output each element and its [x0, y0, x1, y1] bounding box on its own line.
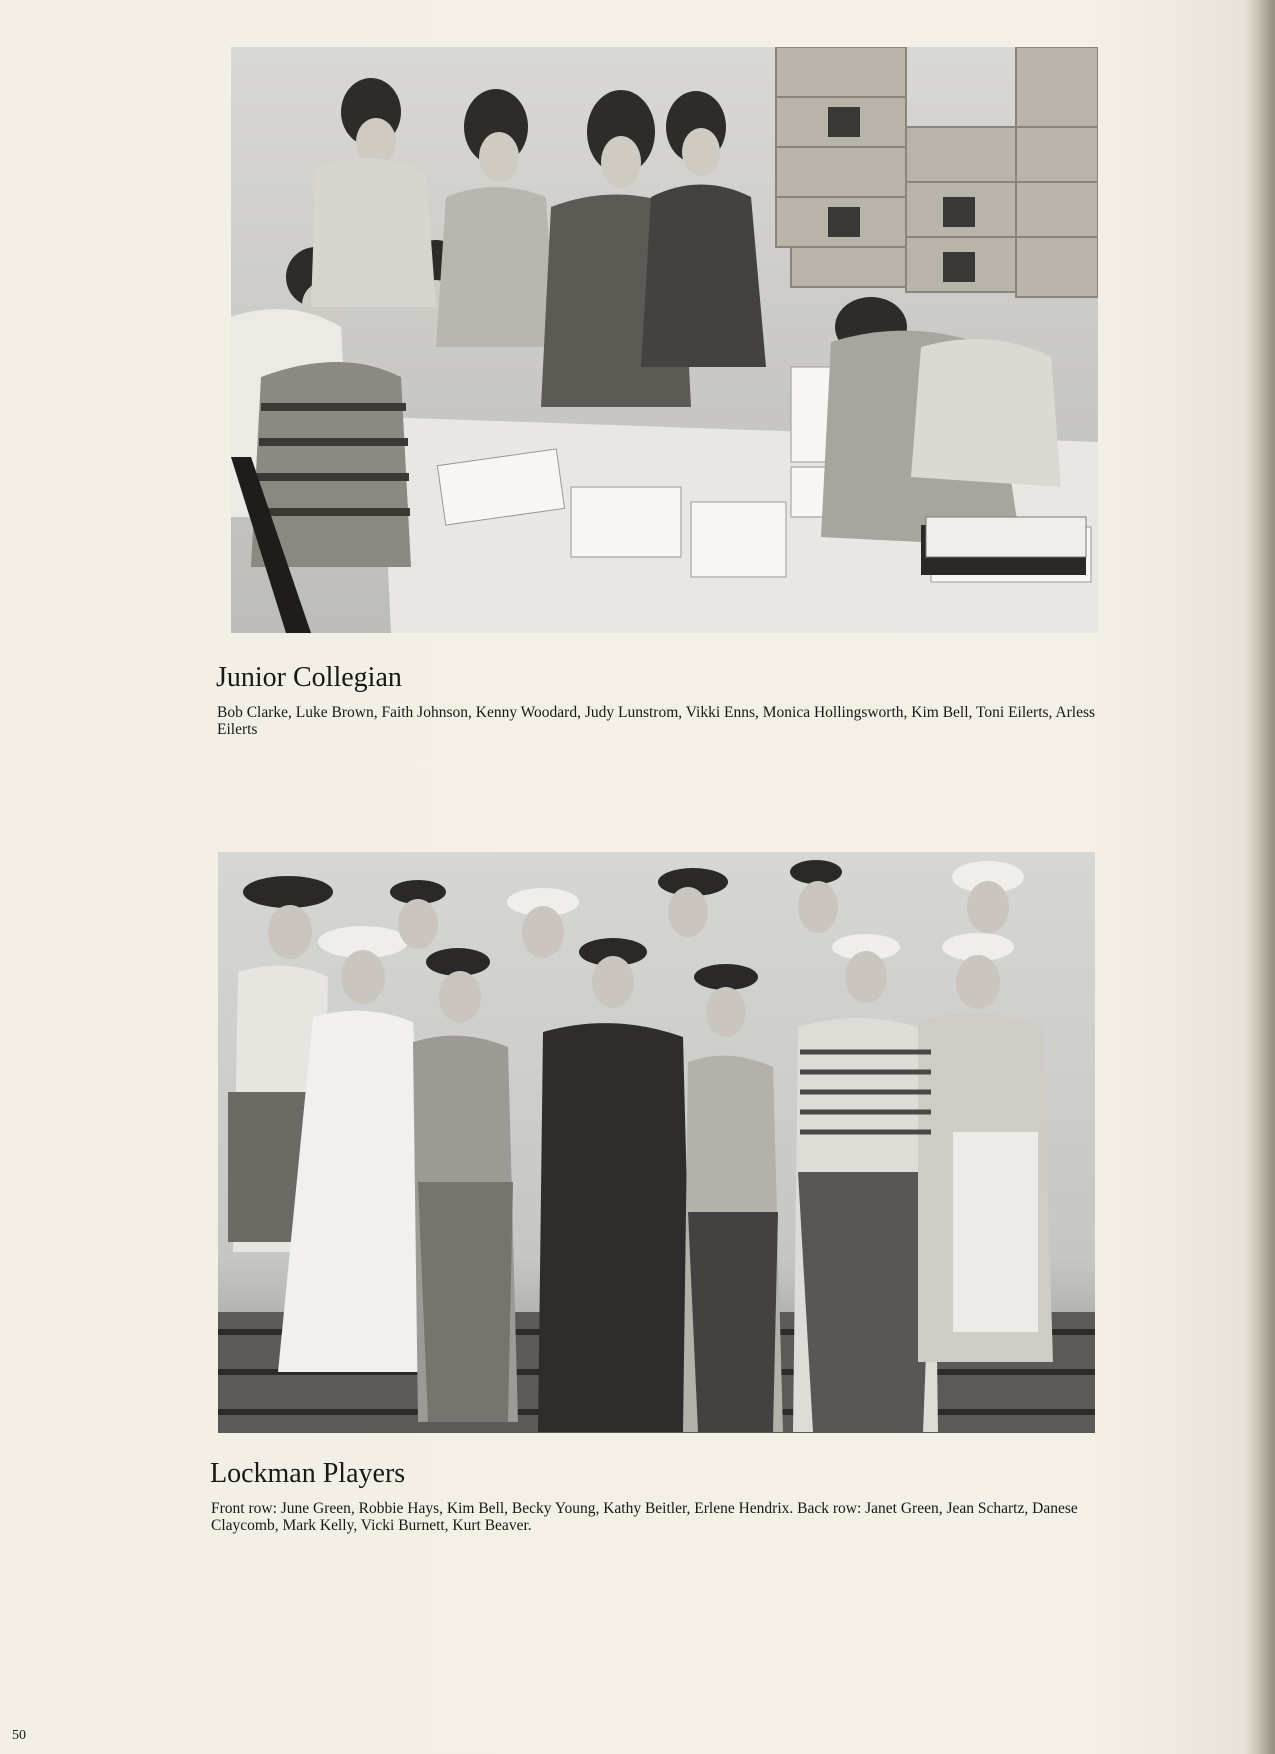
junior-collegian-photo-art	[231, 47, 1098, 633]
junior-collegian-photo	[231, 47, 1098, 633]
junior-collegian-names: Bob Clarke, Luke Brown, Faith Johnson, Kenny Woodard, Judy Lunstrom, Vikki Enns, Monica Hollingsworth, Kim Bell, Toni Eilerts, Arless Eilerts	[217, 704, 1096, 738]
lockman-players-photo	[218, 852, 1095, 1433]
binding-edge-shadow	[1245, 0, 1275, 1754]
junior-collegian-title: Junior Collegian	[216, 662, 402, 693]
lockman-players-photo-art	[218, 852, 1095, 1433]
lockman-players-names: Front row: June Green, Robbie Hays, Kim Bell, Becky Young, Kathy Beitler, Erlene Hendrix. Back row: Janet Green, Jean Schartz, Danese Claycomb, Mark Kelly, Vicki Burnett, Kurt Beaver.	[211, 1500, 1078, 1534]
lockman-players-title: Lockman Players	[210, 1458, 406, 1489]
page-number: 50	[12, 1728, 26, 1743]
